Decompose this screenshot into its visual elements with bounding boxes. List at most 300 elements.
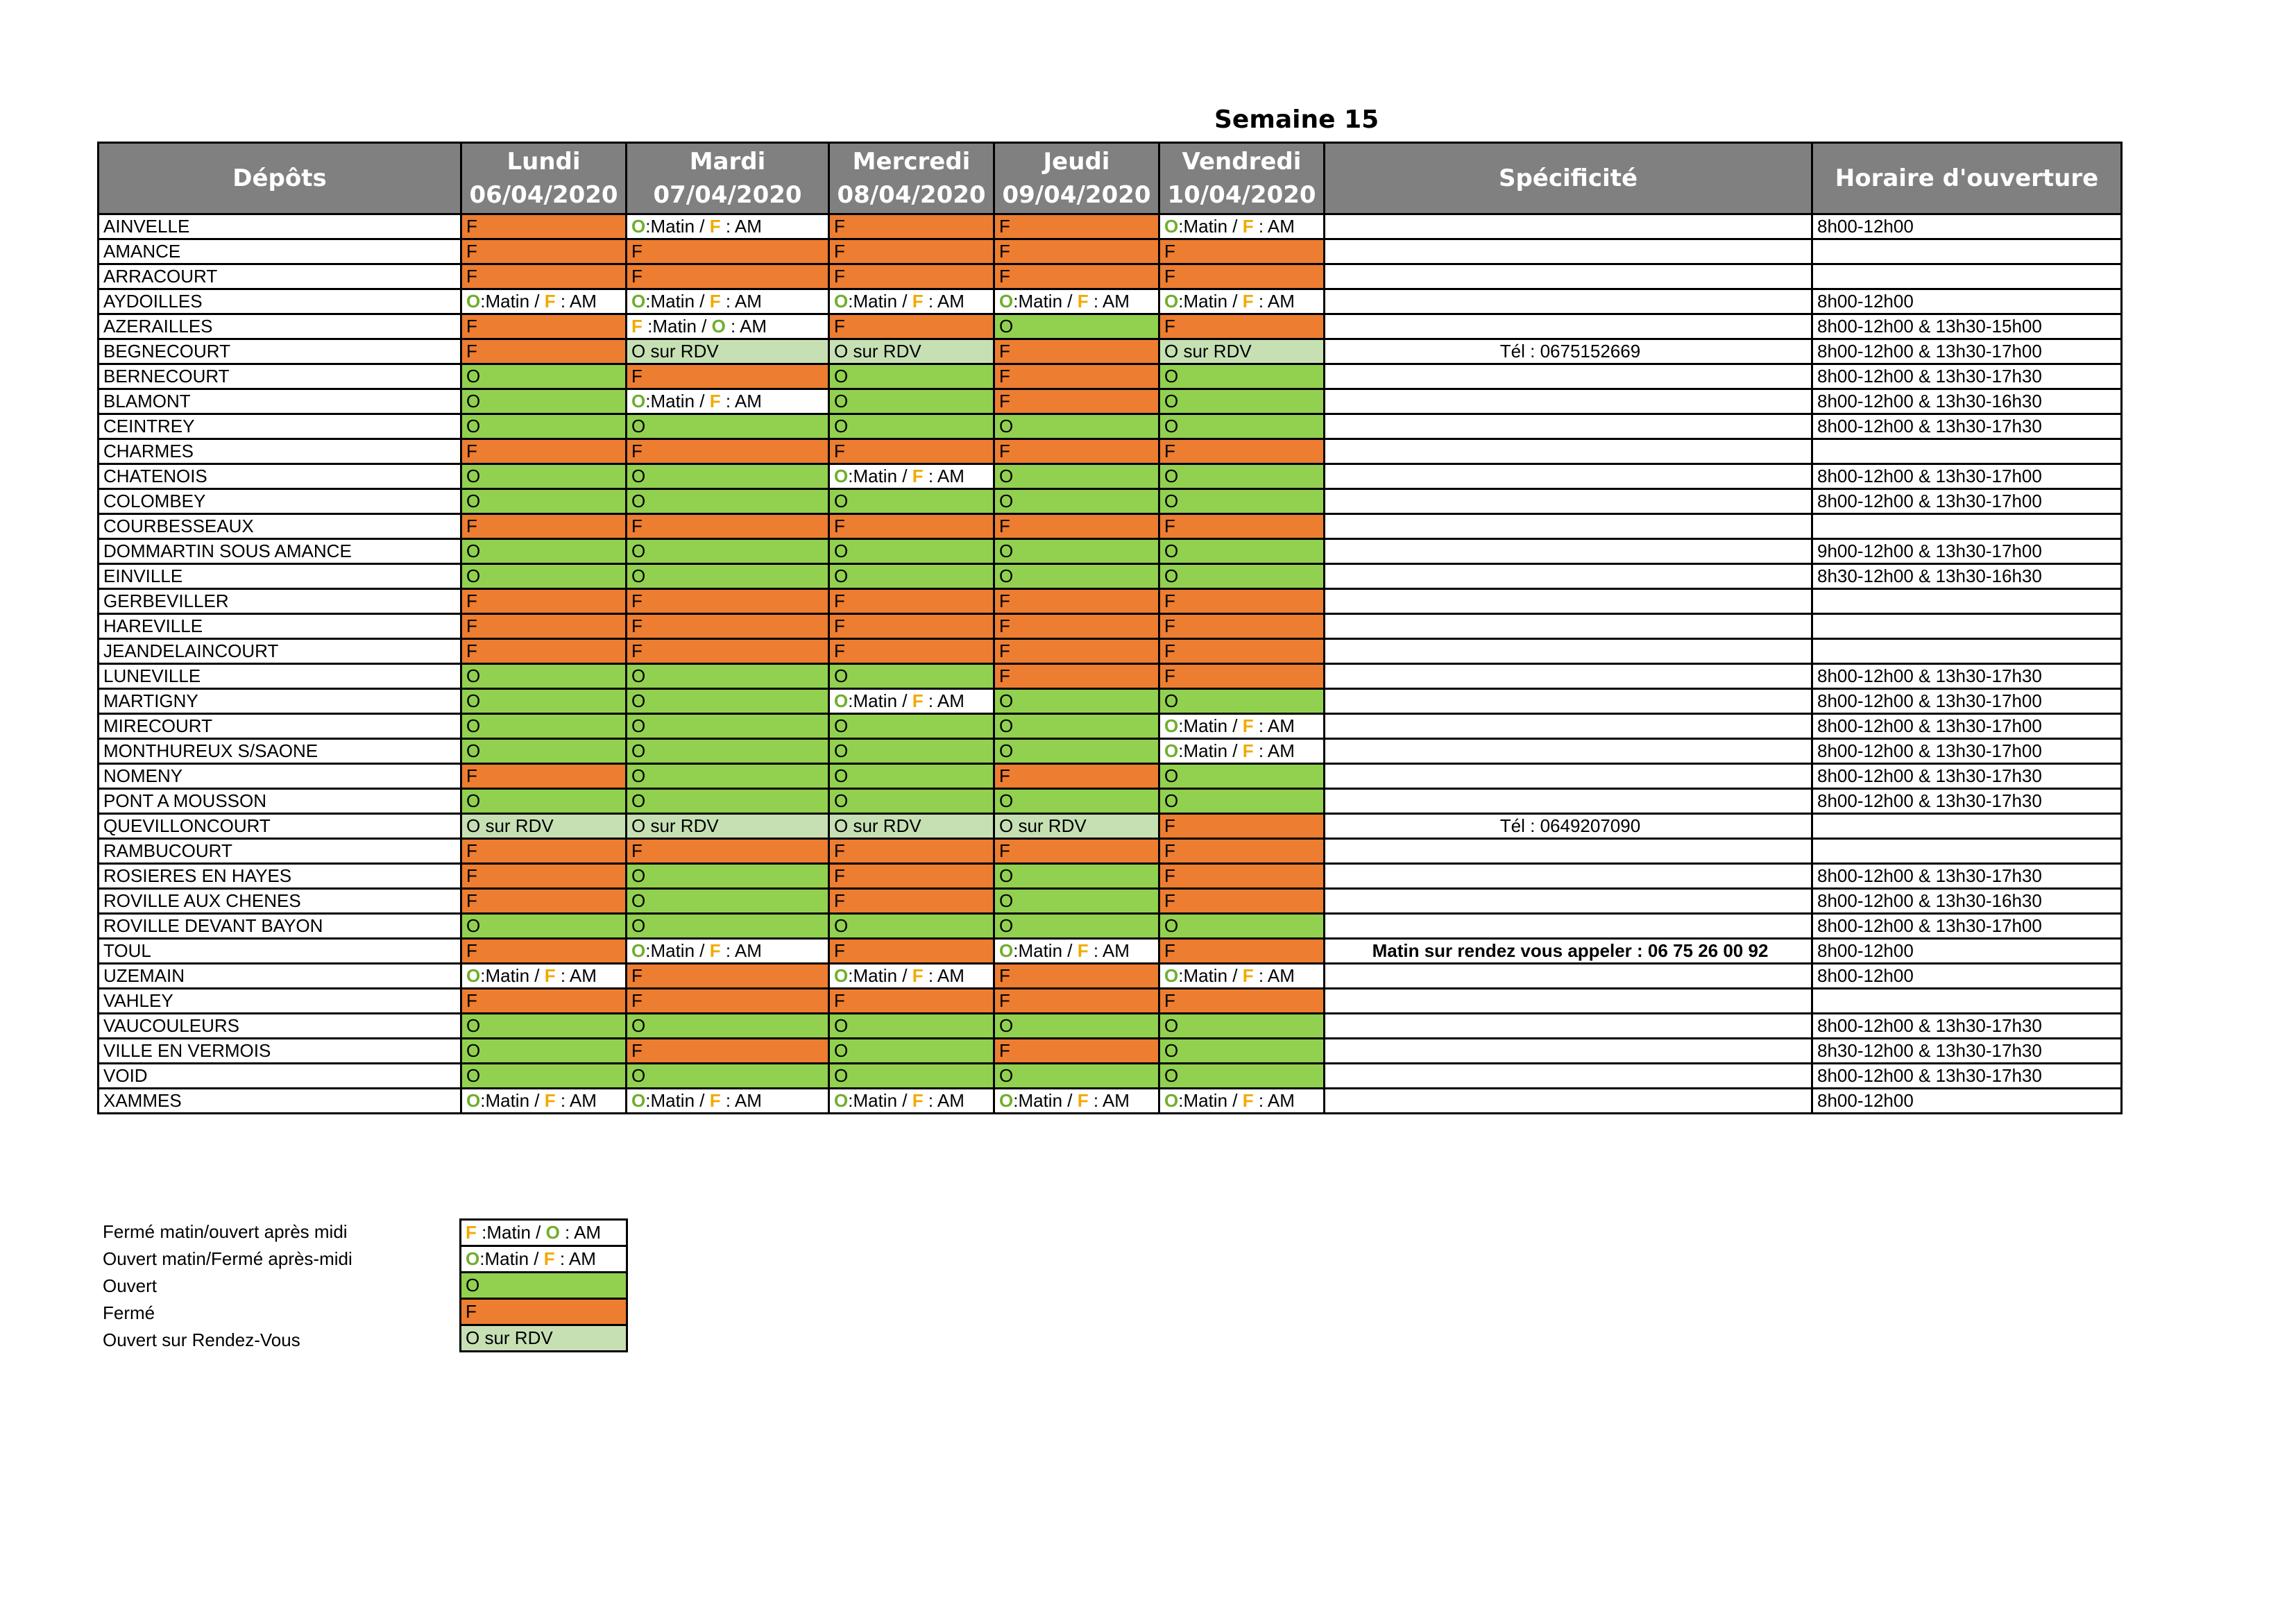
day-status-cell: O <box>461 689 627 714</box>
day-status-cell: O sur RDV <box>994 814 1159 839</box>
table-row <box>99 314 2122 339</box>
depot-name: VILLE EN VERMOIS <box>99 1039 461 1064</box>
specificite-cell: Tél : 0675152669 <box>1325 339 1812 364</box>
day-status-cell: F <box>627 364 829 389</box>
specificite-cell <box>1325 864 1812 889</box>
horaire-cell: 8h00-12h00 & 13h30-17h30 <box>1812 789 2122 814</box>
day-status-cell: O <box>461 739 627 764</box>
table-row <box>99 964 2122 989</box>
day-status-cell: F <box>1159 589 1325 614</box>
day-date: 07/04/2020 <box>653 181 802 209</box>
specificite-cell <box>1325 514 1812 539</box>
day-status-cell: O <box>829 664 994 689</box>
day-status-cell: F <box>994 439 1159 464</box>
depot-name: ROVILLE AUX CHENES <box>99 889 461 914</box>
horaire-cell: 8h00-12h00 & 13h30-17h30 <box>1812 414 2122 439</box>
table-row <box>99 864 2122 889</box>
header-horaire: Horaire d'ouverture <box>1812 143 2122 214</box>
day-status-cell: F <box>829 889 994 914</box>
day-status-cell: F <box>461 764 627 789</box>
table-row <box>99 439 2122 464</box>
day-status-cell: O <box>1159 464 1325 489</box>
day-status-cell: F <box>627 639 829 664</box>
depot-name: MONTHUREUX S/SAONE <box>99 739 461 764</box>
day-status-cell: F <box>994 764 1159 789</box>
day-status-cell: F <box>1159 839 1325 864</box>
table-row <box>99 214 2122 239</box>
day-date: 06/04/2020 <box>469 181 618 209</box>
table-row <box>99 1089 2122 1114</box>
depot-name: LUNEVILLE <box>99 664 461 689</box>
day-name: Mardi <box>689 148 766 176</box>
table-row <box>99 264 2122 289</box>
horaire-cell: 8h00-12h00 & 13h30-16h30 <box>1812 389 2122 414</box>
legend-labels <box>103 1218 352 1354</box>
horaire-cell: 8h00-12h00 & 13h30-17h00 <box>1812 739 2122 764</box>
depot-name: QUEVILLONCOURT <box>99 814 461 839</box>
day-status-cell: O <box>994 689 1159 714</box>
depot-name: COURBESSEAUX <box>99 514 461 539</box>
legend-swatch: F <box>461 1299 627 1325</box>
day-status-cell: O <box>627 489 829 514</box>
day-status-cell: O sur RDV <box>627 339 829 364</box>
day-status-cell: F <box>627 439 829 464</box>
legend-swatch: O sur RDV <box>461 1325 627 1352</box>
day-status-cell: O <box>1159 414 1325 439</box>
day-name: Mercredi <box>852 148 971 176</box>
table-row <box>99 239 2122 264</box>
day-status-cell: F <box>994 364 1159 389</box>
day-date: 09/04/2020 <box>1002 181 1151 209</box>
day-status-cell: F <box>1159 814 1325 839</box>
day-status-cell: O <box>994 739 1159 764</box>
day-status-cell: O:Matin / F : AM <box>1159 739 1325 764</box>
day-status-cell: F <box>461 264 627 289</box>
horaire-cell <box>1812 439 2122 464</box>
day-status-cell: O <box>1159 689 1325 714</box>
specificite-cell <box>1325 664 1812 689</box>
day-status-cell: F <box>994 214 1159 239</box>
specificite-cell <box>1325 489 1812 514</box>
horaire-cell: 8h00-12h00 & 13h30-17h00 <box>1812 464 2122 489</box>
table-row <box>99 839 2122 864</box>
day-status-cell: F <box>627 264 829 289</box>
day-status-cell: O <box>994 539 1159 564</box>
table-row <box>99 764 2122 789</box>
specificite-cell <box>1325 889 1812 914</box>
day-status-cell: F <box>1159 989 1325 1014</box>
table-row <box>99 514 2122 539</box>
table-row <box>99 614 2122 639</box>
day-status-cell: O <box>829 789 994 814</box>
day-status-cell: F <box>461 939 627 964</box>
header-day-jeudi <box>994 143 1159 214</box>
table-row <box>99 389 2122 414</box>
specificite-cell <box>1325 289 1812 314</box>
horaire-cell: 8h00-12h00 & 13h30-17h30 <box>1812 664 2122 689</box>
horaire-cell: 8h00-12h00 & 13h30-17h30 <box>1812 864 2122 889</box>
day-status-cell: F <box>994 339 1159 364</box>
day-status-cell: F <box>461 514 627 539</box>
day-status-cell: O <box>994 714 1159 739</box>
table-row <box>99 789 2122 814</box>
table-row <box>99 564 2122 589</box>
day-status-cell: O <box>461 564 627 589</box>
horaire-cell: 8h30-12h00 & 13h30-16h30 <box>1812 564 2122 589</box>
day-status-cell: F <box>461 589 627 614</box>
day-status-cell: F <box>1159 239 1325 264</box>
day-status-cell: O:Matin / F : AM <box>627 389 829 414</box>
specificite-cell: Matin sur rendez vous appeler : 06 75 26 00 92 <box>1325 939 1812 964</box>
day-status-cell: O:Matin / F : AM <box>461 1089 627 1114</box>
depot-name: EINVILLE <box>99 564 461 589</box>
horaire-cell: 8h00-12h00 <box>1812 1089 2122 1114</box>
day-status-cell: O <box>627 864 829 889</box>
day-status-cell: F <box>461 214 627 239</box>
horaire-cell <box>1812 589 2122 614</box>
horaire-cell: 8h00-12h00 & 13h30-17h00 <box>1812 714 2122 739</box>
day-status-cell: O <box>994 914 1159 939</box>
depot-name: ARRACOURT <box>99 264 461 289</box>
depot-schedule-table <box>97 142 2123 1114</box>
day-status-cell: F <box>461 314 627 339</box>
day-status-cell: O <box>829 489 994 514</box>
day-status-cell: O:Matin / F : AM <box>994 1089 1159 1114</box>
day-status-cell: F <box>994 964 1159 989</box>
day-status-cell: F <box>994 1039 1159 1064</box>
header-day-mardi <box>627 143 829 214</box>
header-day-lundi <box>461 143 627 214</box>
day-status-cell: O <box>994 564 1159 589</box>
day-status-cell: O <box>461 1014 627 1039</box>
horaire-cell: 8h00-12h00 & 13h30-17h00 <box>1812 339 2122 364</box>
day-status-cell: F <box>627 989 829 1014</box>
day-date: 10/04/2020 <box>1167 181 1316 209</box>
depot-name: NOMENY <box>99 764 461 789</box>
table-row <box>99 914 2122 939</box>
day-status-cell: O <box>1159 1064 1325 1089</box>
depot-name: ROSIERES EN HAYES <box>99 864 461 889</box>
specificite-cell <box>1325 839 1812 864</box>
day-status-cell: F <box>994 239 1159 264</box>
day-status-cell: O <box>829 389 994 414</box>
horaire-cell <box>1812 639 2122 664</box>
day-status-cell: O <box>829 564 994 589</box>
table-row <box>99 814 2122 839</box>
day-status-cell: O sur RDV <box>1159 339 1325 364</box>
day-status-cell: F <box>829 839 994 864</box>
day-status-cell: O <box>994 1014 1159 1039</box>
day-status-cell: F <box>994 664 1159 689</box>
header-depots: Dépôts <box>99 143 461 214</box>
day-status-cell: O <box>829 364 994 389</box>
horaire-cell: 8h30-12h00 & 13h30-17h30 <box>1812 1039 2122 1064</box>
specificite-cell: Tél : 0649207090 <box>1325 814 1812 839</box>
day-status-cell: O <box>994 789 1159 814</box>
day-status-cell: F <box>994 839 1159 864</box>
depot-name: BEGNECOURT <box>99 339 461 364</box>
horaire-cell: 8h00-12h00 & 13h30-17h00 <box>1812 914 2122 939</box>
horaire-cell: 8h00-12h00 & 13h30-17h30 <box>1812 764 2122 789</box>
depot-name: HAREVILLE <box>99 614 461 639</box>
legend-row <box>461 1325 627 1352</box>
day-status-cell: F <box>994 639 1159 664</box>
day-status-cell: O <box>627 914 829 939</box>
specificite-cell <box>1325 264 1812 289</box>
day-status-cell: O <box>1159 364 1325 389</box>
day-status-cell: O sur RDV <box>829 339 994 364</box>
day-status-cell: F <box>461 989 627 1014</box>
day-status-cell: O <box>1159 789 1325 814</box>
day-status-cell: O:Matin / F : AM <box>461 964 627 989</box>
depot-name: AYDOILLES <box>99 289 461 314</box>
specificite-cell <box>1325 464 1812 489</box>
table-row <box>99 989 2122 1014</box>
horaire-cell: 8h00-12h00 & 13h30-17h30 <box>1812 1064 2122 1089</box>
day-name: Vendredi <box>1182 148 1302 176</box>
day-status-cell: F <box>627 839 829 864</box>
specificite-cell <box>1325 1064 1812 1089</box>
horaire-cell: 8h00-12h00 & 13h30-15h00 <box>1812 314 2122 339</box>
day-status-cell: O <box>829 764 994 789</box>
day-status-cell: F <box>627 964 829 989</box>
horaire-cell: 8h00-12h00 <box>1812 214 2122 239</box>
day-status-cell: O:Matin / F : AM <box>1159 964 1325 989</box>
day-status-cell: O <box>829 914 994 939</box>
horaire-cell: 8h00-12h00 & 13h30-16h30 <box>1812 889 2122 914</box>
depot-name: VAHLEY <box>99 989 461 1014</box>
table-row <box>99 339 2122 364</box>
legend-row <box>461 1299 627 1325</box>
specificite-cell <box>1325 989 1812 1014</box>
table-row <box>99 489 2122 514</box>
day-status-cell: O <box>627 664 829 689</box>
specificite-cell <box>1325 1089 1812 1114</box>
day-status-cell: F <box>627 239 829 264</box>
day-status-cell: F <box>461 839 627 864</box>
depot-name: XAMMES <box>99 1089 461 1114</box>
day-status-cell: O <box>1159 764 1325 789</box>
depot-name: ROVILLE DEVANT BAYON <box>99 914 461 939</box>
day-status-cell: O <box>627 789 829 814</box>
day-status-cell: O:Matin / F : AM <box>1159 1089 1325 1114</box>
day-status-cell: O <box>1159 564 1325 589</box>
day-status-cell: F <box>461 439 627 464</box>
day-status-cell: O <box>461 789 627 814</box>
day-status-cell: O <box>627 689 829 714</box>
depot-name: TOUL <box>99 939 461 964</box>
specificite-cell <box>1325 714 1812 739</box>
header-day-mercredi <box>829 143 994 214</box>
day-status-cell: O:Matin / F : AM <box>829 1089 994 1114</box>
day-status-cell: F <box>461 239 627 264</box>
day-status-cell: O <box>994 889 1159 914</box>
depot-name: DOMMARTIN SOUS AMANCE <box>99 539 461 564</box>
day-status-cell: F <box>829 939 994 964</box>
table-row <box>99 689 2122 714</box>
day-status-cell: F <box>461 864 627 889</box>
legend-row <box>461 1273 627 1299</box>
day-status-cell: F <box>829 439 994 464</box>
day-status-cell: F <box>461 639 627 664</box>
day-status-cell: O <box>627 414 829 439</box>
day-status-cell: F <box>829 614 994 639</box>
depot-name: CHATENOIS <box>99 464 461 489</box>
day-status-cell: F <box>829 314 994 339</box>
day-status-cell: O <box>1159 389 1325 414</box>
day-status-cell: F <box>627 589 829 614</box>
horaire-cell: 8h00-12h00 & 13h30-17h00 <box>1812 489 2122 514</box>
day-status-cell: O:Matin / F : AM <box>627 214 829 239</box>
specificite-cell <box>1325 589 1812 614</box>
day-status-cell: O <box>461 389 627 414</box>
day-status-cell: O:Matin / F : AM <box>829 964 994 989</box>
legend-row <box>461 1246 627 1273</box>
depot-name: AZERAILLES <box>99 314 461 339</box>
day-status-cell: F <box>1159 514 1325 539</box>
day-status-cell: O <box>994 864 1159 889</box>
table-row <box>99 364 2122 389</box>
depot-name: AINVELLE <box>99 214 461 239</box>
day-status-cell: O:Matin / F : AM <box>627 1089 829 1114</box>
day-status-cell: F <box>829 639 994 664</box>
day-status-cell: F <box>1159 439 1325 464</box>
day-status-cell: O <box>461 714 627 739</box>
day-status-cell: F <box>994 614 1159 639</box>
day-status-cell: F <box>829 989 994 1014</box>
table-row <box>99 1064 2122 1089</box>
table-row <box>99 939 2122 964</box>
day-status-cell: F <box>829 589 994 614</box>
horaire-cell <box>1812 839 2122 864</box>
day-status-cell: O <box>994 414 1159 439</box>
specificite-cell <box>1325 364 1812 389</box>
table-row <box>99 889 2122 914</box>
day-status-cell: F <box>1159 664 1325 689</box>
day-status-cell: O <box>461 489 627 514</box>
depot-name: RAMBUCOURT <box>99 839 461 864</box>
day-status-cell: O:Matin / F : AM <box>1159 714 1325 739</box>
day-status-cell: O:Matin / F : AM <box>829 689 994 714</box>
day-status-cell: F <box>994 989 1159 1014</box>
day-status-cell: F <box>829 214 994 239</box>
depot-name: COLOMBEY <box>99 489 461 514</box>
horaire-cell <box>1812 989 2122 1014</box>
day-status-cell: O:Matin / F : AM <box>1159 289 1325 314</box>
day-status-cell: O:Matin / F : AM <box>994 939 1159 964</box>
day-status-cell: O <box>829 714 994 739</box>
day-status-cell: O <box>829 1064 994 1089</box>
day-status-cell: O <box>829 414 994 439</box>
table-row <box>99 639 2122 664</box>
day-status-cell: O <box>461 1064 627 1089</box>
legend-label: Fermé <box>103 1302 155 1323</box>
table-row <box>99 664 2122 689</box>
day-status-cell: F <box>1159 864 1325 889</box>
day-status-cell: F <box>461 889 627 914</box>
day-status-cell: O <box>1159 1014 1325 1039</box>
depot-name: BLAMONT <box>99 389 461 414</box>
day-status-cell: F <box>627 514 829 539</box>
day-status-cell: O <box>1159 914 1325 939</box>
depot-name: BERNECOURT <box>99 364 461 389</box>
table-row <box>99 714 2122 739</box>
depot-name: UZEMAIN <box>99 964 461 989</box>
horaire-cell: 8h00-12h00 & 13h30-17h00 <box>1812 689 2122 714</box>
day-status-cell: F <box>1159 614 1325 639</box>
day-status-cell: O sur RDV <box>461 814 627 839</box>
day-status-cell: O:Matin / F : AM <box>1159 214 1325 239</box>
legend-swatches <box>459 1218 628 1352</box>
table-row <box>99 414 2122 439</box>
day-status-cell: F <box>461 614 627 639</box>
day-status-cell: O <box>461 464 627 489</box>
horaire-cell <box>1812 514 2122 539</box>
day-status-cell: O <box>627 764 829 789</box>
day-status-cell: F <box>461 339 627 364</box>
day-status-cell: O <box>461 664 627 689</box>
day-status-cell: F <box>829 514 994 539</box>
day-status-cell: O <box>461 914 627 939</box>
specificite-cell <box>1325 764 1812 789</box>
day-status-cell: F <box>1159 889 1325 914</box>
depot-name: PONT A MOUSSON <box>99 789 461 814</box>
day-status-cell: F <box>627 1039 829 1064</box>
horaire-cell: 9h00-12h00 & 13h30-17h00 <box>1812 539 2122 564</box>
table-row <box>99 289 2122 314</box>
day-status-cell: O <box>994 314 1159 339</box>
table-row <box>99 539 2122 564</box>
day-status-cell: O <box>627 739 829 764</box>
day-status-cell: O <box>627 1064 829 1089</box>
day-status-cell: O sur RDV <box>829 814 994 839</box>
specificite-cell <box>1325 964 1812 989</box>
specificite-cell <box>1325 389 1812 414</box>
specificite-cell <box>1325 739 1812 764</box>
depot-name: JEANDELAINCOURT <box>99 639 461 664</box>
horaire-cell: 8h00-12h00 <box>1812 939 2122 964</box>
header-day-vendredi <box>1159 143 1325 214</box>
depot-name: MIRECOURT <box>99 714 461 739</box>
day-status-cell: F <box>829 864 994 889</box>
depot-name: MARTIGNY <box>99 689 461 714</box>
table-row <box>99 589 2122 614</box>
day-status-cell: O <box>461 364 627 389</box>
legend-label: Ouvert matin/Fermé après-midi <box>103 1248 352 1269</box>
day-status-cell: O <box>994 489 1159 514</box>
depot-name: CHARMES <box>99 439 461 464</box>
depot-name: AMANCE <box>99 239 461 264</box>
legend-label: Ouvert sur Rendez-Vous <box>103 1329 300 1350</box>
day-status-cell: O:Matin / F : AM <box>829 289 994 314</box>
specificite-cell <box>1325 539 1812 564</box>
legend-swatch: O <box>461 1273 627 1299</box>
day-status-cell: F <box>829 239 994 264</box>
header-row <box>99 143 2122 214</box>
day-status-cell: O <box>1159 1039 1325 1064</box>
day-status-cell: F <box>1159 314 1325 339</box>
day-status-cell: O <box>1159 489 1325 514</box>
depot-name: VAUCOULEURS <box>99 1014 461 1039</box>
day-status-cell: F :Matin / O : AM <box>627 314 829 339</box>
specificite-cell <box>1325 214 1812 239</box>
table-row <box>99 1039 2122 1064</box>
day-status-cell: O <box>1159 539 1325 564</box>
specificite-cell <box>1325 414 1812 439</box>
specificite-cell <box>1325 614 1812 639</box>
depot-name: VOID <box>99 1064 461 1089</box>
table-row <box>99 739 2122 764</box>
